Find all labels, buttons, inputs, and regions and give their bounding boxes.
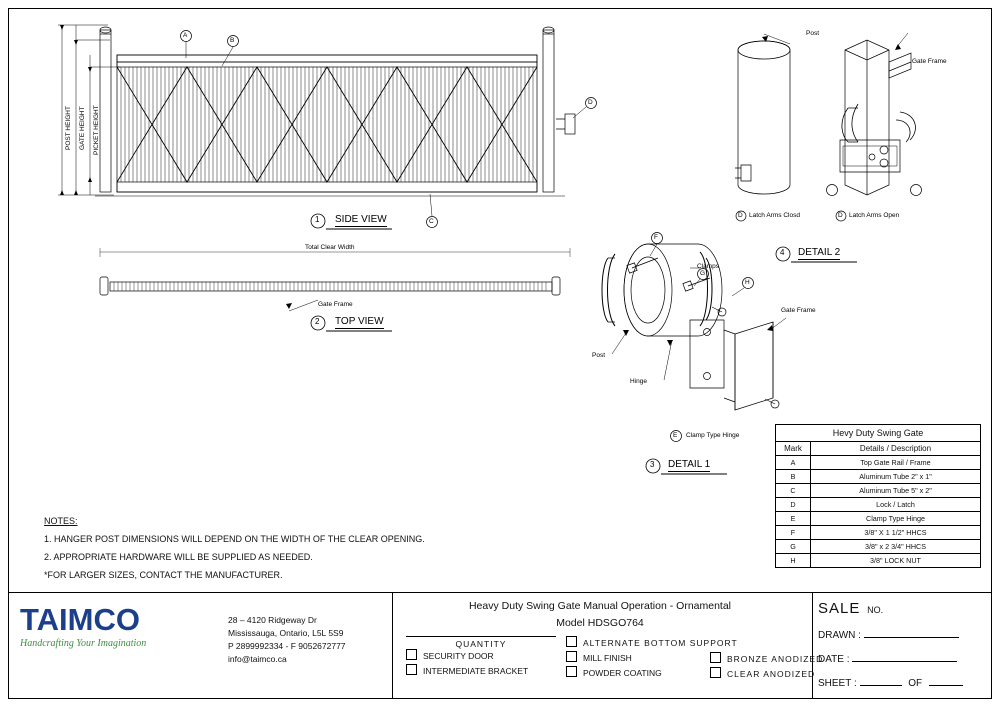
drawing-title-line-1: Heavy Duty Swing Gate Manual Operation - Ornamental xyxy=(468,600,732,612)
spec-table-title: Hevy Duty Swing Gate xyxy=(776,425,981,442)
logo-wordmark: TAIMCO xyxy=(20,602,140,637)
view-num-1: 1 xyxy=(315,215,320,224)
spec-desc: 3/8" x 2 3/4" HHCS xyxy=(811,540,981,554)
spec-col-mark: Mark xyxy=(776,442,811,456)
table-row xyxy=(776,526,981,540)
detail1-hinge-label: Hinge xyxy=(630,378,647,385)
sheet-total-value[interactable] xyxy=(929,674,963,686)
detail1-callout-f: F xyxy=(654,234,658,241)
detail1-clamps-label: Clamps xyxy=(697,263,720,270)
sale-label: SALE xyxy=(818,600,861,617)
option-bronze-anodized[interactable] xyxy=(710,652,823,664)
table-row xyxy=(776,456,981,470)
view-label-detail1: DETAIL 1 xyxy=(668,459,711,470)
table-row xyxy=(776,512,981,526)
no-label: NO. xyxy=(867,605,884,615)
dim-picket-height: PICKET HEIGHT xyxy=(93,105,100,155)
sheet-value[interactable] xyxy=(860,674,902,686)
callout-b: B xyxy=(230,37,235,44)
spec-mark: B xyxy=(776,470,811,484)
finish-options-column-3 xyxy=(710,652,823,682)
notes-heading: NOTES: xyxy=(44,516,78,526)
view-label-side: SIDE VIEW xyxy=(335,214,387,225)
option-label: BRONZE ANODIZED xyxy=(727,654,824,664)
spec-desc: Aluminum Tube 5" x 2" xyxy=(811,484,981,498)
view-num-4: 4 xyxy=(780,248,785,257)
title-block-divider-2 xyxy=(812,592,813,699)
detail2-post-label: Post xyxy=(806,30,820,37)
option-label: CLEAR ANODIZED xyxy=(727,669,816,679)
drawing-title xyxy=(400,598,800,632)
checkbox-alternate-bottom-support[interactable] xyxy=(566,636,577,647)
gate-frame-label-top: Gate Frame xyxy=(318,301,353,308)
total-clear-width-label: Total Clear Width xyxy=(305,244,355,251)
callout-c: C xyxy=(429,218,434,225)
option-label: ALTERNATE BOTTOM SUPPORT xyxy=(583,638,738,648)
date-label: DATE : xyxy=(818,654,850,665)
checkbox-bronze-anodized[interactable] xyxy=(710,652,721,663)
option-intermediate-bracket[interactable] xyxy=(406,664,556,676)
checkbox-powder-coating[interactable] xyxy=(566,666,577,677)
detail1-callout-h: H xyxy=(745,279,750,286)
drawn-label: DRAWN : xyxy=(818,630,861,641)
option-clear-anodized[interactable] xyxy=(710,667,823,679)
detail2-caption-closed: Latch Arms Closd xyxy=(749,212,800,219)
detail2-callout-d-right: D xyxy=(838,212,843,219)
spec-desc: 3/8" LOCK NUT xyxy=(811,554,981,568)
quantity-options xyxy=(406,636,556,679)
address-line-3: P 2899992334 - F 9052672777 xyxy=(228,641,346,651)
view-label-top: TOP VIEW xyxy=(335,316,384,327)
option-label: INTERMEDIATE BRACKET xyxy=(423,666,529,676)
spec-col-desc: Details / Description xyxy=(811,442,981,456)
view-num-2: 2 xyxy=(315,317,320,326)
callout-a: A xyxy=(183,32,188,39)
checkbox-clear-anodized[interactable] xyxy=(710,667,721,678)
title-block-divider-1 xyxy=(392,592,393,699)
option-label: MILL FINISH xyxy=(583,653,632,663)
spec-desc: Lock / Latch xyxy=(811,498,981,512)
company-logo xyxy=(20,604,210,649)
table-row xyxy=(776,498,981,512)
spec-desc: Aluminum Tube 2" x 1" xyxy=(811,470,981,484)
dim-gate-height: GATE HEIGHT xyxy=(79,106,86,150)
view-label-detail2: DETAIL 2 xyxy=(798,247,841,258)
spec-mark: F xyxy=(776,526,811,540)
callout-d: D xyxy=(588,99,593,106)
spec-desc: 3/8" X 1 1/2" HHCS xyxy=(811,526,981,540)
option-alternate-bottom-support[interactable] xyxy=(566,636,738,648)
dim-post-height: POST HEIGHT xyxy=(65,106,72,150)
spec-mark: D xyxy=(776,498,811,512)
detail2-callout-d-left: D xyxy=(738,212,743,219)
address-line-1: 28 – 4120 Ridgeway Dr xyxy=(228,615,317,625)
spec-desc: Clamp Type Hinge xyxy=(811,512,981,526)
table-row xyxy=(776,554,981,568)
note-2: 2. APPROPRIATE HARDWARE WILL BE SUPPLIED AS NEEDED. xyxy=(44,552,313,562)
checkbox-security-door[interactable] xyxy=(406,649,417,660)
checkbox-intermediate-bracket[interactable] xyxy=(406,664,417,675)
detail1-callout-g: G xyxy=(700,270,706,277)
spec-desc: Top Gate Rail / Frame xyxy=(811,456,981,470)
drawing-title-line-2: Model HDSGO764 xyxy=(556,617,644,629)
view-num-3: 3 xyxy=(650,460,655,469)
detail2-gate-frame-label: Gate Frame xyxy=(912,58,947,65)
company-address xyxy=(228,614,346,666)
table-row xyxy=(776,484,981,498)
detail1-callout-e: E xyxy=(673,432,678,439)
table-row xyxy=(776,470,981,484)
spec-mark: A xyxy=(776,456,811,470)
logo-tagline: Handcrafting Your Imagination xyxy=(20,638,147,649)
table-row xyxy=(776,540,981,554)
sheet-label: SHEET : xyxy=(818,678,857,689)
drawn-value[interactable] xyxy=(864,626,959,638)
date-value[interactable] xyxy=(852,650,957,662)
spec-mark: C xyxy=(776,484,811,498)
note-3: *FOR LARGER SIZES, CONTACT THE MANUFACTURER. xyxy=(44,570,283,580)
spec-mark: E xyxy=(776,512,811,526)
spec-table xyxy=(775,424,981,568)
option-label: SECURITY DOOR xyxy=(423,651,494,661)
note-1: 1. HANGER POST DIMENSIONS WILL DEPEND ON THE WIDTH OF THE CLEAR OPENING. xyxy=(44,534,425,544)
address-email: info@taimco.ca xyxy=(228,654,287,664)
detail1-post-label: Post xyxy=(592,352,606,359)
option-label: POWDER COATING xyxy=(583,668,662,678)
notes-block xyxy=(44,512,425,584)
detail2-caption-open: Latch Arms Open xyxy=(849,212,900,219)
spec-mark: H xyxy=(776,554,811,568)
detail1-caption: Clamp Type Hinge xyxy=(686,432,740,439)
revision-block xyxy=(818,600,983,689)
of-label: OF xyxy=(908,678,923,689)
detail1-gate-frame-label: Gate Frame xyxy=(781,307,816,314)
address-line-2: Mississauga, Ontario, L5L 5S9 xyxy=(228,628,344,638)
quantity-header: QUANTITY xyxy=(406,636,556,649)
spec-mark: G xyxy=(776,540,811,554)
checkbox-mill-finish[interactable] xyxy=(566,651,577,662)
option-security-door[interactable] xyxy=(406,649,556,661)
